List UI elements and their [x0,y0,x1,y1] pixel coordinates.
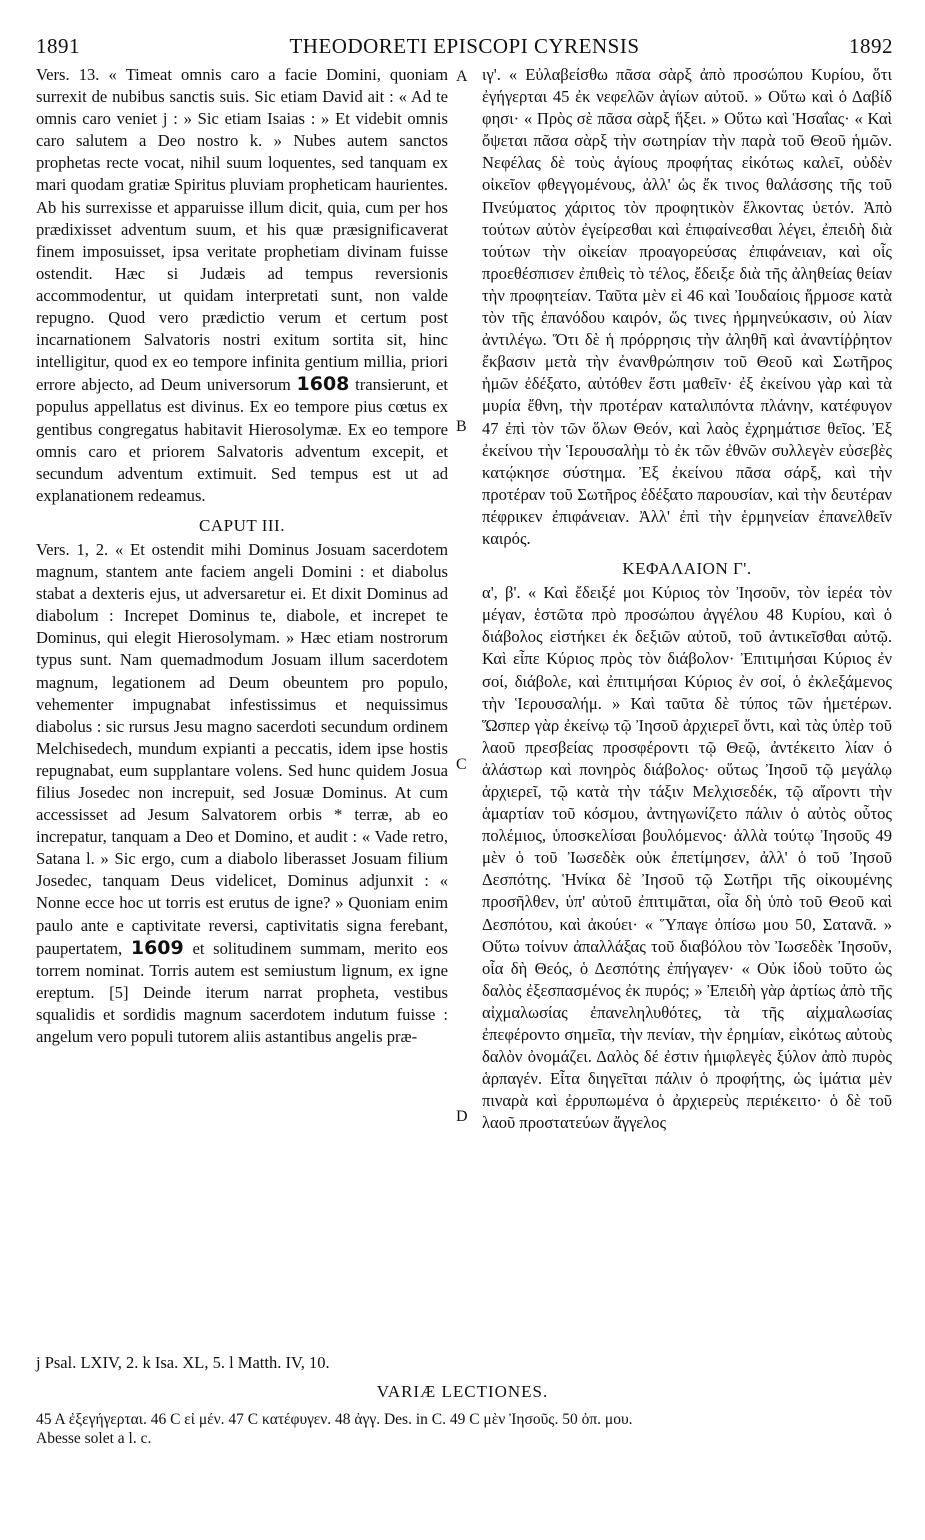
running-header [36,34,893,60]
latin-column [36,64,448,1048]
column-number-1609: 1609 [130,936,184,959]
page-number-right: 1892 [849,34,893,58]
latin-text-2b: et solitudinem summam, merito eos torrem nominat. Torris autem est semiustum lignum, ex igne ereptum. [5] Deinde iterum narrat propheta, vestibus squalidis et sordidis magnum sacerdotem indutum fuisse : angelum vero populi tutorem aliis astantibus angelis præ- [36,938,448,1047]
footnotes: j Psal. LXIV, 2. k Isa. XL, 5. l Matth. IV, 10. [36,1353,330,1372]
margin-marker-b: B [456,418,467,435]
latin-paragraph-2 [36,539,448,1048]
latin-text-1b: transierunt, et populus appellatus est divinus. Ex eo tempore pius cœtus ex gentibus congregatus habitavit Hierosolymæ. Ex eo tempore omnis caro et priorem Salvatoris adventum excepit, et secundum adventum extimuit. Sed tempus est ut ad explanationem redeamus. [36,375,448,505]
margin-marker-a: A [456,68,468,85]
greek-paragraph-2: α', β'. « Καὶ ἔδειξέ μοι Κύριος τὸν Ἰησοῦν, τὸν ἱερέα τὸν μέγαν, ἑστῶτα πρὸ προσώπου ἀγγέλου 48 Κυρίου, καὶ ὁ διάβολος εἱστήκει ἐκ δεξιῶν αὐτοῦ, τοῦ ἀντικεῖσθαι αὐτῷ. Καὶ εἶπε Κύριος πρὸς τὸν διάβολον· Ἐπιτιμήσαι Κύριος ἐν σοί, διάβολε, καὶ ἐπιτιμήσαι Κύριος ἐν σοί, ὁ ἐκλεξάμενος τὴν Ἱερουσαλήμ. » Καὶ ταῦτα δὲ τύπος τῶν ἡμετέρων. Ὥσπερ γὰρ ἐκείνῳ τῷ Ἰησοῦ ἀρχιερεῖ ὄντι, καὶ τὰς ὑπὲρ τοῦ λαοῦ πρεσβείας προσφέροντι τῷ Θεῷ, ἀντέκειτο λίαν ὁ ἀλάστωρ καὶ πονηρὸς διάβολος· οὕτως Ἰησοῦ τῷ μεγάλῳ ἀρχιερεῖ, τῷ κατὰ τὴν τάξιν Μελχισεδέκ, τῷ αἴροντι τὴν ἁμαρτίαν τοῦ κόσμου, ἀντηγωνίζετο πάλιν ὁ αὐτὸς οὗτος πολέμιος, ὑποσκελίσαι βουλόμενος· ἀλλὰ τούτῳ Ἰησοῦς 49 μὲν ὁ τοῦ Ἰωσεδὲκ οὐκ ἐπετίμησεν, ἀλλ' ὁ τοῦ Ἰησοῦ Δεσπότης. Ἡνίκα δὲ Ἰησοῦ τῷ Σωτῆρι τῆς οἰκουμένης προσῆλθεν, ὑπ' αὐτοῦ ἐπιτιμᾶται, οἷα δὴ ὑπὸ τοῦ Θεοῦ καὶ Δεσπότου, καὶ ἀκούει· « Ὕπαγε ὀπίσω μου 50, Σατανᾶ. » Οὕτω τοίνυν ἀπαλλάξας τοῦ διαβόλου τὸν Ἰωσεδὲκ Ἰησοῦν, οἷα δὴ Θεός, ὁ Δεσπότης ἐπήγαγεν· « Οὐκ ἰδοὺ τοῦτο ὡς δαλὸς ἐξεσπασμένος ἐκ πυρός; » Ἐπειδὴ γὰρ ἀρτίως ἀπὸ τῆς αἰχμαλωσίας ἐπανεληλυθότες, τὰ τῆς αἰχμαλωσίας ἐπεφέροντο σημεῖα, τὴν πενίαν, τὴν ἐρημίαν, εἰκότως αὐτοὺς δαλὸν ὀνομάζει. Δαλὸς δέ ἐστιν ἡμιφλεγὲς ξύλον ἀπὸ πυρὸς ἁρπαγέν. Εἶτα διηγεῖται πάλιν ὁ προφήτης, ὡς ἱμάτια μὲν πιναρὰ καὶ ἐρρυπωμένα ὁ ἀρχιερεὺς περιέκειτο· ὁ δὲ τοῦ λαοῦ προστατεύων ἄγγελος [482,583,892,1133]
greek-paragraph-1: ιγ'. « Εὐλαβείσθω πᾶσα σὰρξ ἀπὸ προσώπου Κυρίου, ὅτι ἐγήγερται 45 ἐκ νεφελῶν ἁγίων αὐτοῦ. » Οὕτω καὶ ὁ Δαβίδ φησι· « Πρὸς σὲ πᾶσα σὰρξ ἥξει. » Οὕτω καὶ Ἡσαΐας· « Καὶ ὄψεται πᾶσα σὰρξ τὴν σωτηρίαν τὴν παρὰ τοῦ Θεοῦ ἡμῶν. Νεφέλας δὲ τοὺς ἁγίους προφήτας εἰκότως καλεῖ, οὐδὲν οἰκεῖον φθεγγομένους, ἀλλ' ὡς ἔκ τινος θαλάσσης τῆς τοῦ Πνεύματος χάριτος τὸν προφητικὸν ἕλκοντας ὑετόν. Ἀπὸ τούτων αὐτὸν ἐγείρεσθαι καὶ ἐπιφαίνεσθαι λέγει, ἐπειδὴ διὰ τούτων τὴν οἰκείαν προαγορεύσας ἐπιφάνειαν, καὶ οἷς προεθέσπισεν ἐπιθεὶς τὸ τέλος, ἔδειξε διὰ τῆς ἀληθείας θείαν τὴν προφητείαν. Ταῦτα μὲν εἰ 46 καὶ Ἰουδαίοις ἥρμοσε κατὰ τὸν τῆς ἐπανόδου καιρόν, ὥς τινες ἡρμηνεύκασιν, οὐ λίαν ἀντιλέγω. Ὅτι δὲ ἡ πρόρρησις τὴν ἀληθῆ καὶ ἀναντίῤῥητον ἔκβασιν μετὰ τὴν ἐνανθρώπησιν τοῦ Θεοῦ καὶ Σωτῆρος ἡμῶν ἐδέξατο, αὐτόθεν ἔστι μαθεῖν· ἐξ ἐκείνου γὰρ καὶ τὰ μυρία ἔθνη, τὴν προτέραν καταλιπόντα πλάνην, κατέφυγον 47 ἐπὶ τὸν τῶν ὅλων Θεόν, καὶ λαὸς ἐχρημάτισε θεῖος. Ἐξ ἐκείνου τὴν Ἱερουσαλὴμ τὸ ἐκ τῶν ἐθνῶν συλλεγὲν εὐσεβὲς κατῴκησε σύστημα. Ἐξ ἐκείνου πᾶσα σάρξ, καὶ τὴν προτέραν τοῦ Σωτῆρος ἐδέξατο παρουσίαν, καὶ τὴν δευτέραν πέφρικεν ἐπιφάνειαν. Ἀλλ' ἐπὶ τὴν ἑρμηνείαν ἐπανελθεῖν καιρός. [482,65,892,548]
margin-marker-d: D [456,1108,468,1125]
variae-lectiones-heading: VARIÆ LECTIONES. [376,1382,549,1401]
greek-chapter-heading: ΚΕΦΑΛΑΙΟΝ Γ'. [622,559,752,579]
latin-chapter-heading: CAPUT III. [199,515,285,535]
column-number-1608: 1608 [296,373,350,396]
running-title: THEODORETI EPISCOPI CYRENSIS [289,34,640,58]
latin-text-1: Vers. 13. « Timeat omnis caro a facie Domini, quoniam surrexit de nubibus sanctis suis. Sic etiam David ait : « Ad te omnis caro veniet j : » Sic etiam Isaias : » Et videbit omnis caro salutem a Deo nostro k. » Nubes autem sanctos prophetas recte vocat, nihil suum loquentes, sed tanquam ex mari quodam gratiæ Spiritus pluviam propheticam haurientes. Ab his surrexisse et apparuisse illum dicit, quia, cum per hos prædixisset adventum suum, et his quæ præsignificaverat finem imposuisset, ipsa veritate prophetiam divinam fuisse ostendit. Hæc si Judæis ad tempus reversionis accommodentur, ut quidam interpretati sunt, non valde repugno. Quod vero prædictio verum et certum post incarnationem Salvatoris nostri exitum sortita sit, hinc intelligitur, quod ex eo tempore infinita gentium millia, priori errore abjecto, ad Deum universorum [36,65,448,395]
variae-line-2: Abesse solet a l. c. [36,1430,152,1447]
latin-paragraph-1 [36,64,448,507]
variae-lectiones [36,1410,896,1448]
page-number-left: 1891 [36,34,80,58]
margin-marker-c: C [456,756,467,773]
variae-line-1: 45 A ἐξεγήγερται. 46 C εἰ μέν. 47 C κατέφυγεν. 48 ἀγγ. Des. in C. 49 C μὲν Ἰησοῦς. 50 ὀπ. μου. [36,1411,633,1428]
greek-column [482,64,892,1135]
latin-text-2: Vers. 1, 2. « Et ostendit mihi Dominus Josuam sacerdotem magnum, stantem ante faciem angeli Domini : et diabolus stabat a dexteris ejus, ut adversaretur ei. Et dixit Dominus ad diabolum : Increpet Dominus te, diabole, et increpet te Dominus, qui elegit Hierosolymam. » Hæc etiam nostrorum typus sunt. Nam quemadmodum Josuam illum sacerdotem magnum, legationem ad Deum obeuntem pro populo, vehementer impugnabat infestissimus et nequissimus diabolus : sic rursus Jesu magno sacerdoti secundum ordinem Melchisedech, mundum expianti a peccatis, idem ipse hostis repugnabat, eum supplantare volens. Sed hunc quidem Josua filius Josedec non increpuit, sed Josuæ Dominus. At cum accessisset ad Jesum Salvatorem orbis * terræ, ab eo increpatur, tanquam a Deo et Domino, et audit : « Vade retro, Satana l. » Sic ergo, cum a diabolo liberasset Josuam filium Josedec, tanquam Deus videlicet, Dominus adjunxit : « Nonne ecce hoc ut torris est erutus de igne? » Quoniam enim paulo ante e captivitate reversi, captivitatis signa ferebant, paupertatem, [36,539,448,958]
